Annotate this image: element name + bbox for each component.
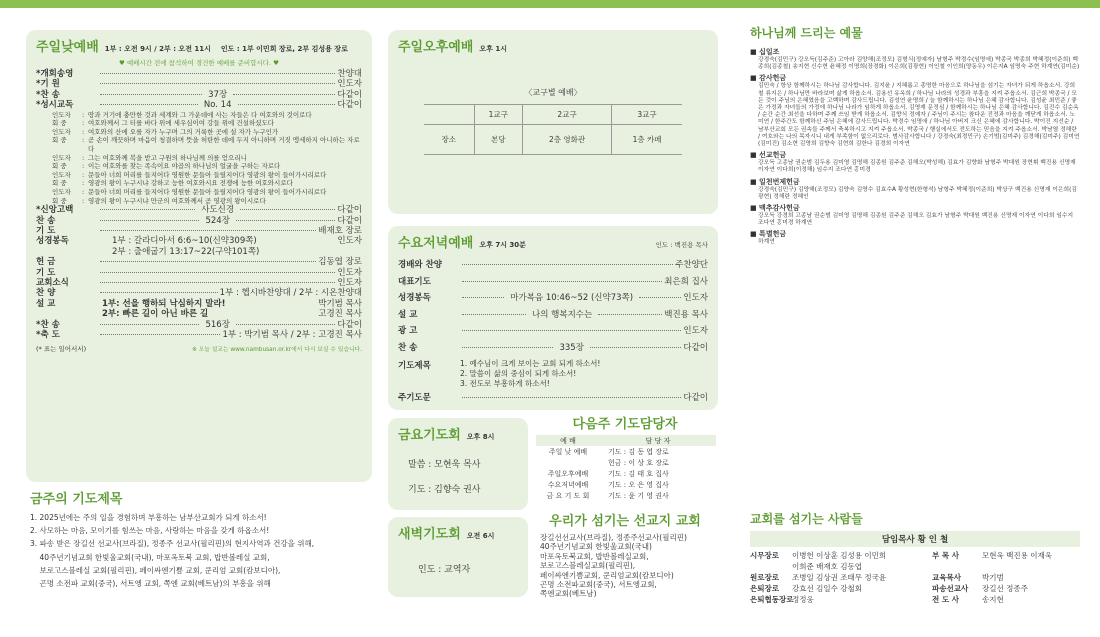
order-item: 516장 xyxy=(205,319,230,330)
leader-dots xyxy=(100,282,335,283)
wednesday-prayer-item: 1. 예수님이 크게 보이는 교회 되게 하소서! xyxy=(460,359,601,368)
litany-colon: : xyxy=(82,187,85,196)
wednesday-leader: 인도 : 백진용 목사 xyxy=(655,241,708,249)
staff-names: 모현욱 백진용 이재욱 xyxy=(982,551,1052,560)
offering-names: 강경숙(김민구) 강오득(김주준) 고아라 김양해(조정모) 김형식(정예자) 남형주 박경수(임명애) 박종국 박종희 박혜정(이준희) 백종희(김종철) 송지현 신수현 윤혜정 이명희(장경화) 이은희(김광현) 이인철 이인희(양동우) 이은지A 임명숙 주현 하계연(김미순) xyxy=(758,57,1080,71)
friday-panel xyxy=(388,418,528,510)
staff-row xyxy=(750,594,1080,605)
wednesday-panel xyxy=(388,226,718,410)
staff-panel xyxy=(750,510,1080,605)
litany-colon: : xyxy=(82,153,85,162)
standing-footnote: (* 표는 일어서서) xyxy=(36,345,87,354)
staff-names: 정정웅 xyxy=(792,595,814,604)
litany-speaker: 인도자 xyxy=(52,110,71,119)
litany-speaker: 회 중 xyxy=(52,119,67,128)
leader-dots xyxy=(100,73,335,74)
friday-sermon: 말씀 : 모현욱 목사 xyxy=(408,460,481,470)
senior-pastor: 담임목사 황 인 철 xyxy=(750,531,1080,547)
dept-header: 1교구 xyxy=(474,105,523,125)
litany-text: 땅과 거기에 충만한 것과 세계와 그 가운데에 사는 자들은 다 여호와의 것이로다 xyxy=(88,110,312,119)
order-item: No. 14 xyxy=(203,100,232,111)
litany-colon: : xyxy=(82,110,85,119)
order-label: 성경봉독 xyxy=(398,293,431,303)
staff-names: 이희준 배재호 김동엽 xyxy=(792,562,862,571)
sunday-am-order-2 xyxy=(36,205,362,236)
offering-names: 하계연 xyxy=(758,239,775,246)
dawn-leader: 인도 : 교역자 xyxy=(418,565,471,575)
litany-speaker: 인도자 xyxy=(52,187,71,196)
next-week-panel xyxy=(532,413,718,501)
litany-text: 여호와께서 그 터를 바다 위에 세우심이여 강들 위에 건설하셨도다 xyxy=(88,119,275,128)
prayer-item: 3. 파송 받은 장길선 선교사(브라질), 정종주 선교사(필리핀)의 현지사역과 건강을 위해, xyxy=(30,539,315,549)
order-label: *개회송영 xyxy=(36,69,74,79)
leader-dots xyxy=(462,264,673,265)
leader-dots xyxy=(236,220,335,221)
litany-line xyxy=(52,162,362,171)
lords-prayer-row: 주기도문 다같이 xyxy=(398,393,708,403)
service-cell xyxy=(536,457,600,468)
prayer-item: 곤명 소전파 교회(중국), 서트엥 교회, 쪽엔 교회(베트남)의 부흥을 위해 xyxy=(30,579,271,589)
dawn-time: 오전 6시 xyxy=(466,532,495,540)
litany-speaker: 회 중 xyxy=(52,196,67,205)
leader-dots xyxy=(100,83,335,84)
litany-text: 여호와의 산에 오를 자가 누구며 그의 거룩한 곳에 설 자가 누구인가 xyxy=(88,127,279,136)
order-label: *성시교독 xyxy=(36,100,74,111)
litany-colon: : xyxy=(82,196,85,205)
prayer-title: 금주의 기도제목 xyxy=(30,492,123,507)
litany-colon: : xyxy=(82,179,85,188)
staff-names: 장길선 정종주 xyxy=(982,584,1028,593)
dept-worship-title: 〈교구별 예배〉 xyxy=(524,88,582,97)
missions-panel xyxy=(532,510,718,599)
order-row xyxy=(36,100,362,110)
staff-role: 시무장로 xyxy=(750,551,779,560)
litany-line xyxy=(52,111,362,120)
litany-speaker: 인도자 xyxy=(52,127,71,136)
offering-names: 강경숙(김민구) 김양해(조정모) 김양숙 김영수 김효수A 황성현(한형석) 남형주 박혜정(이준희) 박상구 백진용 신명재 이은희(김광현) 정해란 정혜인 xyxy=(758,186,1077,200)
sunday-am-order-4 xyxy=(36,320,362,341)
litany-speaker: 회 중 xyxy=(52,179,67,188)
litany-line xyxy=(52,136,362,153)
litany-text: 영광의 왕이 누구시냐 만군의 여호와께서 곧 영광의 왕이시로다 xyxy=(88,196,266,205)
order-leader: 찬양대 xyxy=(337,69,362,79)
order-row xyxy=(36,205,362,215)
sunday-am-notice: ♥ 예배시간 전에 참석하여 경건한 예배를 준비합시다. ♥ xyxy=(118,59,280,67)
dept-location: 본당 xyxy=(474,125,523,155)
staff-role xyxy=(750,561,792,572)
leader-dots xyxy=(240,209,335,210)
leader-dots xyxy=(100,261,316,262)
offering-title: 하나님께 드리는 예물 xyxy=(750,26,863,40)
dept-location: 1층 카페 xyxy=(612,125,682,155)
staff-role: 부 목 사 xyxy=(932,551,959,560)
next-week-table xyxy=(536,435,716,501)
offering-heading: ■ 맥추감사헌금 xyxy=(750,204,800,213)
col-header: 예 배 xyxy=(560,436,576,445)
sunday-pm-title: 주일오후예배 xyxy=(398,40,474,55)
friday-title: 금요기도회 xyxy=(398,428,461,443)
offering-heading: ■ 일천번제헌금 xyxy=(750,177,800,186)
table-row xyxy=(536,457,716,468)
reading-2: 2부 : 출애굽기 13:17~22(구약101쪽) xyxy=(112,246,260,257)
order-row xyxy=(36,278,362,288)
litany-line xyxy=(52,119,362,128)
offering-names: 강오득 고종남 권순범 김두용 김미영 김명해 김종원 김주준 김해오(박성해) 김효가 김향화 남형주 박대원 장현휘 백진용 신명재 이자연 이다희(이정해) 임수지 조다연 홍미경 xyxy=(758,160,1076,174)
col-header: 담 당 자 xyxy=(645,436,671,445)
litany-text: 곧 손이 깨끗하며 마음이 청결하며 뜻을 허탄한 데에 두지 아니하며 거짓 맹세하지 아니하는 자로다 xyxy=(88,136,360,153)
order-label: 헌 금 xyxy=(36,257,56,268)
order-leader: 인도자 xyxy=(337,278,362,288)
friday-time: 오후 8시 xyxy=(466,433,495,441)
order-row xyxy=(36,257,362,267)
leader-dots xyxy=(462,281,662,282)
order-leader: 인도자 xyxy=(683,326,708,336)
leader-dots xyxy=(462,297,504,298)
order-leader: 다같이 xyxy=(337,100,362,111)
wednesday-prayer-item: 2. 말씀이 삶의 중심이 되게 하소서! xyxy=(460,369,577,378)
order-item: 1부 : 헵시바찬양대 / 2부 : 시온찬양대 xyxy=(219,288,362,299)
wednesday-prayer-block: 기도제목 1. 예수님이 크게 보이는 교회 되게 하소서! 2. 말씀이 삶의 중심이 되게 하소서! 3. 전도로 부흥하게 하소서! xyxy=(398,359,601,388)
order-label: *기 원 xyxy=(36,79,60,90)
scripture-reading-row-2 xyxy=(36,247,362,257)
order-label: 광 고 xyxy=(398,326,418,336)
litany-line xyxy=(52,197,362,206)
order-label: 경배와 찬양 xyxy=(398,260,443,270)
friday-prayer: 기도 : 김향숙 권사 xyxy=(408,485,481,495)
order-label: *찬 송 xyxy=(36,319,60,330)
offering-heading: ■ 감사헌금 xyxy=(750,74,787,83)
leader-dots xyxy=(100,209,195,210)
prayer-item: 40주년기념교회 한빛울교회(국내), 마포옥토북 교회, 밥반볼레실 교회, xyxy=(30,552,270,562)
litany-colon: : xyxy=(82,170,85,179)
litany-text: 그는 여호와께 복을 받고 구원의 하나님께 의를 얻으리니 xyxy=(88,153,247,162)
staff-names: 이병헌 이상훈 김성용 이민희 xyxy=(792,551,887,560)
sunday-pm-time: 오후 1시 xyxy=(479,45,507,53)
offering-heading: ■ 특별헌금 xyxy=(750,230,787,239)
table-row xyxy=(536,446,716,457)
mission-line: 마포옥토북교회, 밥반볼레실교회, xyxy=(540,551,649,561)
sunday-am-panel xyxy=(26,30,372,482)
leader-dots xyxy=(233,94,335,95)
litany-line xyxy=(52,179,362,188)
order-label: 찬 송 xyxy=(36,215,56,226)
sunday-am-order-3 xyxy=(36,257,362,299)
order-label: 교회소식 xyxy=(36,278,69,288)
order-row xyxy=(36,226,362,236)
offering-names: 강오득 강경희 고종남 권순범 김미영 김명해 김종원 김주준 김해오 김효가 남형주 박대원 백진용 신명재 이자연 이다희 임수지 조다연 홍미경 하계연 xyxy=(758,213,1074,227)
table-row xyxy=(536,490,716,501)
mission-line: 장길선선교사(브라질), 정종주선교사(필리핀) xyxy=(540,533,687,542)
order-row xyxy=(36,330,362,340)
leader-dots xyxy=(598,314,662,315)
order-item: 335장 xyxy=(559,342,584,353)
order-label: 설 교 xyxy=(398,309,418,320)
order-label: 대표기도 xyxy=(398,276,431,287)
litany-text: 문들아 너희 머리를 들지어다 영원한 문들아 들릴지어다 영광의 왕이 들어가시리로다 xyxy=(88,170,327,179)
sunday-am-schedule: 1부 : 오전 9시 / 2부 : 오전 11시 xyxy=(104,45,211,53)
offering-panel xyxy=(750,24,1080,515)
sermon-row-2 xyxy=(36,309,362,319)
order-leader: 다같이 xyxy=(337,89,363,100)
prayer-item: 2. 사모하는 마음, 모이기를 힘쓰는 마음, 사랑하는 마음을 갖게 하옵소서! xyxy=(30,526,270,536)
sunday-am-leaders: 인도 : 1부 이민희 장로, 2부 김성용 장로 xyxy=(220,45,348,53)
litany-line xyxy=(52,188,362,197)
leader-dots xyxy=(100,104,198,105)
sermon-2-preacher: 고경진 목사 xyxy=(318,309,362,320)
order-row xyxy=(36,268,362,278)
litany-line xyxy=(52,154,362,163)
sunday-am-title: 주일낮예배 xyxy=(36,40,99,55)
staff-title: 교회를 섬기는 사람들 xyxy=(750,512,863,526)
wednesday-row xyxy=(398,307,708,324)
assignee-cell: 기도 : 김 태 호 집사 xyxy=(608,469,669,478)
order-leader: 인도자 xyxy=(683,293,708,303)
order-row xyxy=(36,288,362,298)
prayer-item: 1. 2025년에는 주의 일을 경험하며 부흥하는 남부산교회가 되게 하소서! xyxy=(30,513,267,522)
dawn-panel xyxy=(388,517,528,597)
leader-dots xyxy=(236,324,335,325)
dept-table xyxy=(424,104,682,155)
wednesday-title: 수요저녁예배 xyxy=(398,236,474,251)
prayer-item: 보로고스블레실 교회(필리핀), 페이싸엔기쁨 교회, 쿤리엄 교회(캄보디아), xyxy=(30,565,281,575)
dawn-title: 새벽기도회 xyxy=(398,527,461,542)
offering-heading: ■ 선교헌금 xyxy=(750,151,787,160)
order-leader: 다같이 xyxy=(337,319,363,330)
service-cell: 주일오후예배 xyxy=(547,469,589,478)
order-item: 37장 xyxy=(208,89,228,100)
order-row xyxy=(36,79,362,89)
sunday-am-order xyxy=(36,69,362,111)
wednesday-row xyxy=(398,257,708,274)
order-leader: 배재호 장로 xyxy=(318,225,362,236)
order-item: 1부 : 박기범 목사 / 2부 : 고경진 목사 xyxy=(222,330,362,341)
order-label: 기 도 xyxy=(36,267,56,278)
scripture-reading-row: 성경봉독 1부 : 갈라디아서 6:6~10(신약309쪽) 인도자 xyxy=(36,236,362,247)
staff-role: 파송선교사 xyxy=(932,584,969,593)
litany-text: 문들아 너희 머리를 들지어다 영원한 문들아 들릴지어다 영광의 왕이 들어가시리로다 xyxy=(88,187,327,196)
leader-dots xyxy=(238,104,336,105)
leader-dots xyxy=(100,272,335,273)
litany-colon: : xyxy=(82,127,85,136)
sermon-1-title: 1부: 선을 행하되 낙심하지 말라! xyxy=(102,298,226,309)
mission-line: 쪽엔교회(베트남) xyxy=(540,589,597,599)
order-leader: 인도자 xyxy=(337,79,362,90)
litany-text: 이는 여호와를 찾는 족속이요 야곱의 하나님의 얼굴을 구하는 자로다 xyxy=(88,162,281,171)
top-accent-bar xyxy=(0,0,1100,8)
staff-names: 강효선 김일수 강철회 xyxy=(792,584,862,593)
litany-speaker: 회 중 xyxy=(52,162,67,171)
leader-dots xyxy=(100,94,202,95)
staff-role: 은퇴협동장로 xyxy=(750,595,794,604)
leader-dots xyxy=(100,230,316,231)
leader-dots xyxy=(590,347,681,348)
row-label: 장소 xyxy=(441,135,456,144)
wednesday-row xyxy=(398,274,708,291)
order-leader: 주찬양단 xyxy=(675,260,708,270)
order-label: 찬 송 xyxy=(398,342,418,353)
order-leader: 인도자 xyxy=(337,267,362,278)
litany-colon: : xyxy=(82,136,85,145)
order-leader: 최은희 집사 xyxy=(664,276,708,287)
table-row xyxy=(536,479,716,490)
offering-names: 김민숙 / 항상 함께하시는 하나님 감사합니다. 김지윤 / 지혜롭고 총명한 마음으로 하나님을 섬기는 자녀가 되게 하옵소서. 강희철 류지은 / 하나님만 바라보며 삶게 하옵소서. 김용선 유옥희 / 하나님 나라의 성경과 부흥을 지켜 주옵소서. 김근희 박종국 / 모든 것이 주님의 은혜였음을 고백하며 감사드립니다. 김성연 윤명희 / 늘 함께하시는 하나님 은혜 감사합니다. 김성윤 최민준 / 좋은 가정과 자녀들의 가정에 하나님 나라가 임하게 하옵소서. 김영재 문정심 / 함께하시는 하나님 은혜 감사합니다. 김진수 김순옥 / 순간 순간 최선을 다하며 주께 쓰임 받게 하옵소서. 김향식 정예자 / 주님이 주시는 참다운 진정과 마음을 깨닫게 하옵소서. 노미연 / 한주간도 함께하신 주님 은혜에 감사드립니다. 박경수 임명애 / 하나님 아버지 크신 은혜에 감사합니다. 박이진 지선순 / 남부산교회 모든 권속들 주께서 축복하시고 지켜 주옵소서. 박종국 / 행실에서도 전도하는 믿음을 지켜 주옵소서. 박남열 정해란 / 여호와는 나의 목자시니 내게 부족함이 없으리로다. 범사감사합니다 / 강경숙(최경민구) 손기범(김미주) 김경해(김미주) 김미연(김미진) 김소현 김영희 김향숙 김현희 김한나 김경희 이자연 xyxy=(758,83,1080,148)
leader-dots xyxy=(100,220,199,221)
assignee-cell: 기도 : 오 은 영 집사 xyxy=(608,480,669,489)
staff-role: 은퇴장로 xyxy=(750,584,779,593)
litany-speaker: 인도자 xyxy=(52,153,71,162)
leader-dots xyxy=(462,314,526,315)
missions-title: 우리가 섬기는 선교지 교회 xyxy=(549,514,701,529)
staff-role: 원로장로 xyxy=(750,573,779,582)
leader-dots xyxy=(100,334,220,335)
order-row xyxy=(36,320,362,330)
offering-heading: ■ 십일조 xyxy=(750,48,780,56)
staff-names: 조병일 김상권 조태무 정국윤 xyxy=(792,573,887,582)
sunday-pm-panel xyxy=(388,30,718,214)
order-row xyxy=(36,216,362,226)
responsive-reading xyxy=(36,111,362,206)
sermon-row-1: 설 교 1부: 선을 행하되 낙심하지 말라! 박기범 목사 xyxy=(36,298,362,309)
order-item: 나의 행복지수는 xyxy=(532,309,593,320)
wednesday-prayer-item: 3. 전도로 부흥하게 하소서! xyxy=(460,379,550,388)
litany-speaker: 회 중 xyxy=(52,136,67,145)
order-leader: 다같이 xyxy=(337,215,363,226)
staff-row xyxy=(750,561,1080,572)
leader-dots xyxy=(462,330,681,331)
order-leader: 김동엽 장로 xyxy=(318,257,362,268)
order-label: *찬 송 xyxy=(36,89,60,100)
sermon-2-title: 2부: 빠른 길이 아닌 바른 길 xyxy=(102,309,209,320)
order-item: 524장 xyxy=(205,215,230,226)
order-label: *신앙고백 xyxy=(36,205,74,216)
staff-row xyxy=(750,572,1080,583)
order-label: *축 도 xyxy=(36,330,60,341)
staff-role: 교육목사 xyxy=(932,573,961,582)
staff-role: 전 도 사 xyxy=(932,595,959,604)
assignee-cell: 헌금 : 이 상 호 장로 xyxy=(608,458,669,467)
staff-names: 송지현 xyxy=(982,595,1004,604)
service-cell: 주일 낮 예배 xyxy=(548,447,588,456)
website-note: ※ 오늘 설교는 www.nambusan.or.kr에서 다시 보실 수 있습니다. xyxy=(191,347,362,354)
reading-1: 1부 : 갈라디아서 6:6~10(신약309쪽) xyxy=(112,236,257,247)
order-row xyxy=(36,90,362,100)
next-week-title: 다음주 기도담당자 xyxy=(572,417,678,432)
order-leader: 백진용 목사 xyxy=(664,309,709,320)
leader-dots xyxy=(462,347,553,348)
staff-row xyxy=(750,550,1080,561)
mission-line: 보로고스블레실교회(필리핀), xyxy=(540,561,636,571)
sermon-1-preacher: 박기범 목사 xyxy=(318,298,362,309)
litany-text: 영광의 왕이 누구시냐 강하고 능한 여호와시요 전쟁에 능한 여호와시로다 xyxy=(88,179,293,188)
litany-colon: : xyxy=(82,162,85,171)
order-leader: 다같이 xyxy=(683,342,709,353)
table-row xyxy=(536,468,716,479)
leader-dots xyxy=(100,292,218,293)
litany-speaker: 인도자 xyxy=(52,170,71,179)
litany-colon: : xyxy=(82,119,85,128)
leader-dots xyxy=(100,324,199,325)
order-label: 찬 양 xyxy=(36,288,56,299)
dept-location: 2층 영화관 xyxy=(523,125,612,155)
staff-names: 박기범 xyxy=(982,573,1004,582)
staff-role xyxy=(932,561,982,572)
order-leader: 다같이 xyxy=(337,205,362,216)
wednesday-row xyxy=(398,340,708,357)
order-row xyxy=(36,69,362,79)
order-label: 기 도 xyxy=(36,225,56,236)
mission-line: 곤명 소전파교회(중국), 서트엥교회, xyxy=(540,580,657,590)
service-cell: 수요저녁예배 xyxy=(547,480,589,489)
order-item: 사도신경 xyxy=(201,205,235,216)
staff-row xyxy=(750,583,1080,594)
mission-line: 40주년기념교회 한빛울교회(국내) xyxy=(540,542,652,552)
service-cell: 금 요 기 도 회 xyxy=(546,491,590,500)
dept-header: 3교구 xyxy=(612,105,682,125)
wednesday-row xyxy=(398,323,708,340)
wednesday-row xyxy=(398,290,708,307)
prayer-topics xyxy=(30,488,376,590)
order-item: 마가복음 10:46~52 (신약73쪽) xyxy=(510,293,634,303)
assignee-cell: 기도 : 김 동 엽 장로 xyxy=(608,447,669,456)
mission-line: 페이싸엔기쁨교회, 쿤리엄교회(캄보디아) xyxy=(540,570,674,580)
dept-header: 2교구 xyxy=(523,105,612,125)
wednesday-time: 오후 7시 30분 xyxy=(479,241,526,249)
assignee-cell: 기도 : 윤 기 영 권사 xyxy=(608,491,669,500)
leader-dots xyxy=(639,297,681,298)
